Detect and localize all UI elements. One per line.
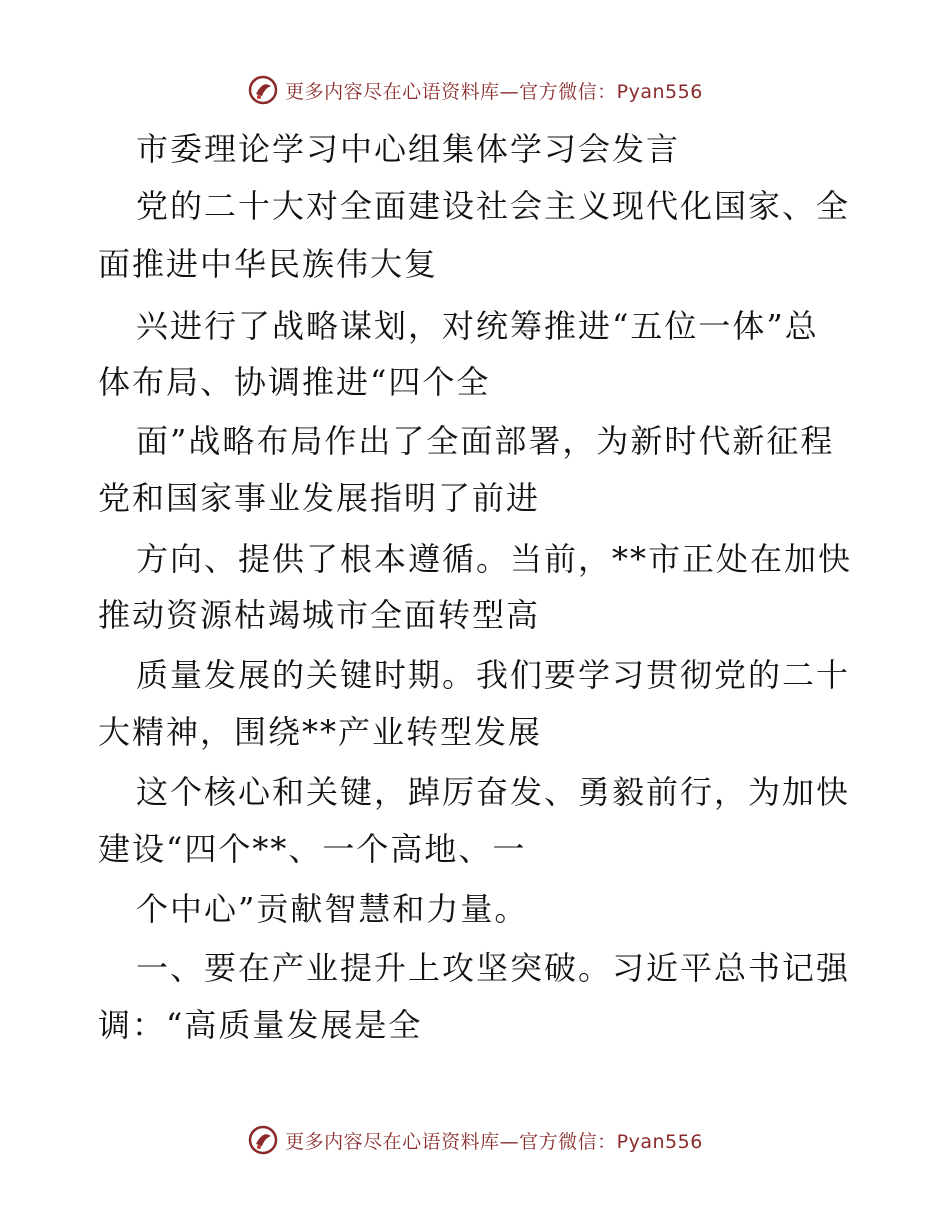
page-footer <box>0 1120 950 1160</box>
page-header <box>0 70 950 110</box>
brand-logo-icon <box>247 74 279 106</box>
text-line: 个中心”贡献智慧和力量。 <box>136 890 529 928</box>
text-line: 面”战略布局作出了全面部署，为新时代新征程 <box>136 422 835 460</box>
text-line: 党的二十大对全面建设社会主义现代化国家、全 <box>136 187 851 225</box>
document-title: 市委理论学习中心组集体学习会发言 <box>136 130 681 168</box>
section-heading-line: 一、要在产业提升上攻坚突破。习近平总书记强 <box>136 949 851 987</box>
text-line: 方向、提供了根本遵循。当前，**市正处在加快 <box>136 540 853 578</box>
text-line: 体布局、协调推进“四个全 <box>98 363 491 401</box>
text-line: 面推进中华民族伟大复 <box>98 245 439 283</box>
brand-logo-icon <box>247 1124 279 1156</box>
text-line: 兴进行了战略谋划，对统筹推进“五位一体”总 <box>136 307 819 345</box>
text-line: 质量发展的关键时期。我们要学习贯彻党的二十 <box>136 656 851 694</box>
text-line: 推动资源枯竭城市全面转型高 <box>98 596 541 634</box>
header-watermark-text: 更多内容尽在心语资料库—官方微信：Pyan556 <box>285 80 703 103</box>
text-line: 调：“高质量发展是全 <box>98 1006 423 1044</box>
text-line: 大精神，围绕**产业转型发展 <box>98 713 543 751</box>
footer-watermark-text: 更多内容尽在心语资料库—官方微信：Pyan556 <box>285 1130 703 1153</box>
text-line: 这个核心和关键，踔厉奋发、勇毅前行，为加快 <box>136 773 851 811</box>
text-line: 党和国家事业发展指明了前进 <box>98 479 541 517</box>
text-line: 建设“四个**、一个高地、一 <box>98 830 527 868</box>
